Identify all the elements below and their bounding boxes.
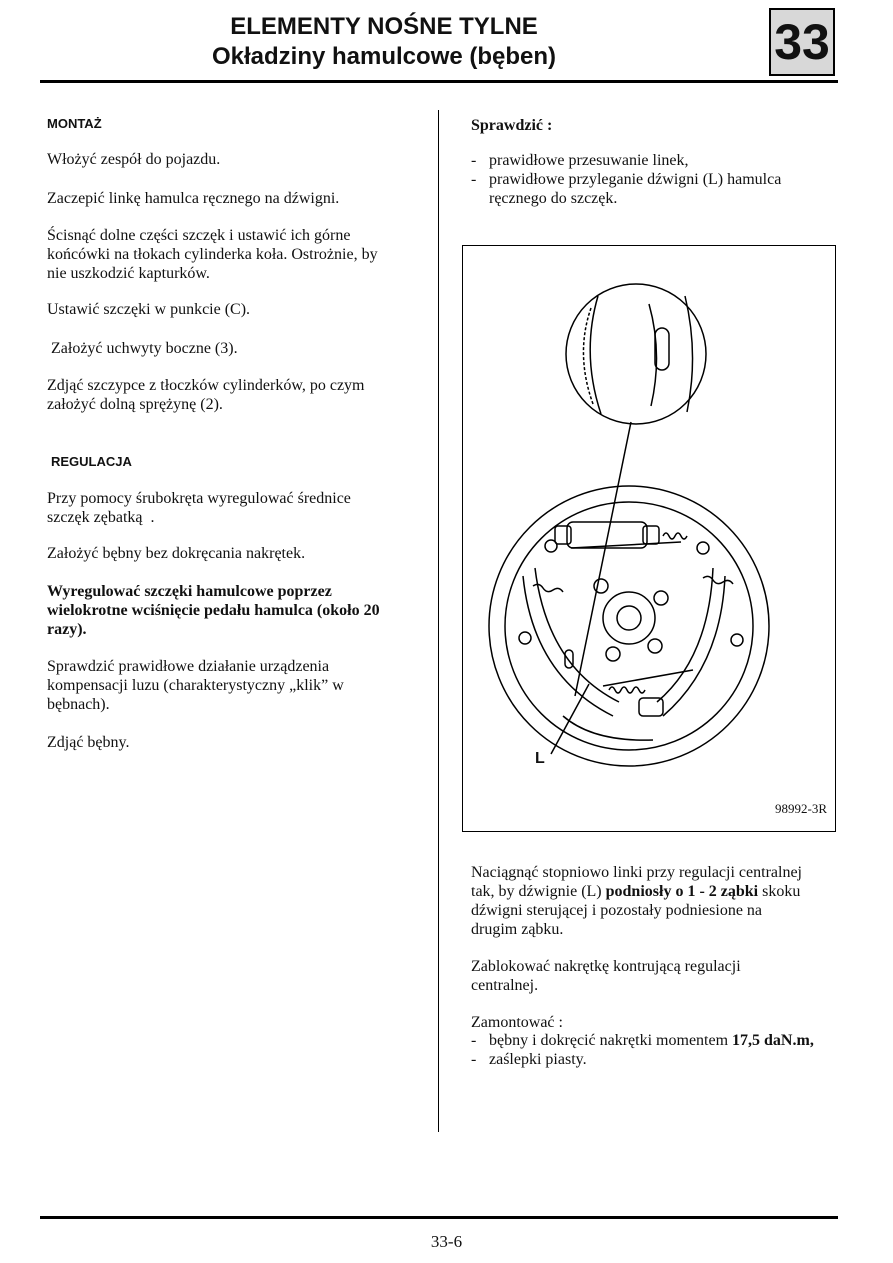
mount-item: [471, 1031, 816, 1050]
paragraph-lower-spring: Zdjąć szczypce z tłoczków cylinderków, po czym założyć dolną sprężynę (2).: [47, 377, 365, 413]
holder-pin: [697, 542, 709, 554]
list-dash: -: [471, 152, 477, 169]
hub-flange: [603, 592, 655, 644]
paragraph-tension-cables: [471, 863, 811, 939]
title-line-1: ELEMENTY NOŚNE TYLNE: [230, 13, 538, 40]
detail-shoe-edge: [590, 296, 601, 414]
check-item: [471, 151, 816, 170]
paragraph-adjust-pedal: Wyregulować szczęki hamulcowe poprzez wielokrotne wciśnięcie pedału hamulca (około 20 razy).: [47, 583, 380, 638]
hub-bolt: [606, 647, 620, 661]
paragraph-hook-cable: Zaczepić linkę hamulca ręcznego na dźwigni.: [47, 190, 340, 207]
mount-item-torque: 17,5 daN.m,: [732, 1032, 814, 1049]
check-list: [471, 151, 816, 208]
hub-center: [617, 606, 641, 630]
check-item-text: prawidłowe przyleganie dźwigni (L) hamulca ręcznego do szczęk.: [489, 171, 782, 207]
paragraph-side-holders: Założyć uchwyty boczne (3).: [47, 340, 238, 357]
mount-item-text: bębny i dokręcić nakrętki momentem: [489, 1032, 733, 1049]
check-item: [471, 170, 816, 208]
brake-shoe-right-inner: [657, 568, 713, 702]
paragraph-lock-nut: Zablokować nakrętkę kontrującą regulacji centralnej.: [471, 958, 741, 994]
mount-heading: Zamontować :: [471, 1014, 563, 1031]
detail-lever-edge-2: [685, 296, 693, 412]
chapter-number-badge: 33: [769, 8, 835, 76]
figure-label-l: L: [535, 750, 545, 767]
holder-pin: [545, 540, 557, 552]
leader-line-detail: [575, 422, 631, 696]
check-heading: Sprawdzić :: [471, 117, 553, 134]
side-spring-right: [703, 576, 733, 584]
brake-shoe-right: [663, 576, 725, 716]
regulacja-heading: REGULACJA: [51, 454, 132, 469]
list-dash: -: [471, 1051, 477, 1068]
mount-list: [471, 1031, 816, 1069]
upper-spring: [663, 533, 687, 539]
tension-text-a: Naciągnąć stopniowo linki przy regulacji centralnej tak, by dźwignie (L): [471, 864, 802, 900]
page-title: [40, 12, 728, 72]
column-divider: [438, 110, 439, 1132]
list-dash: -: [471, 171, 477, 188]
brake-drum-illustration: [462, 245, 836, 832]
lower-anchor: [563, 716, 653, 740]
detail-magnifier-circle: [566, 284, 706, 424]
cylinder-cap-right: [643, 526, 659, 544]
tension-text-bold: podniosły o 1 - 2 ząbki: [605, 883, 759, 900]
paragraph-fit-drums: Założyć bębny bez dokręcania nakrętek.: [47, 545, 306, 562]
footer-divider: [40, 1216, 838, 1219]
mount-item-text: zaślepki piasty.: [489, 1051, 587, 1068]
backing-plate-outer: [489, 486, 769, 766]
check-item-text: prawidłowe przesuwanie linek,: [489, 152, 689, 169]
lower-spring: [609, 687, 645, 693]
paragraph-position-shoes: Ustawić szczęki w punkcie (C).: [47, 301, 251, 318]
paragraph-compress-shoes: Ścisnąć dolne części szczęk i ustawić ich górne końcówki na tłokach cylinderka koła. Ostrożnie, by nie uszkodzić kapturków.: [47, 227, 378, 282]
hub-bolt: [594, 579, 608, 593]
hub-bolt: [654, 591, 668, 605]
tension-text-c: skoku dźwigni sterującej i pozostały podniesione na drugim ząbku.: [471, 883, 801, 938]
paragraph-check-compensation: Sprawdzić prawidłowe działanie urządzenia kompensacji luzu (charakterystyczny „klik” w bębnach).: [47, 658, 344, 713]
title-line-2: Okładziny hamulcowe (bęben): [211, 43, 557, 70]
page-number: 33-6: [430, 1232, 463, 1251]
backing-plate-inner: [505, 502, 753, 750]
hub-bolt: [648, 639, 662, 653]
list-dash: -: [471, 1032, 477, 1049]
mount-item: [471, 1050, 816, 1069]
header-divider: [40, 80, 838, 83]
paragraph-insert-assembly: Włożyć zespół do pojazdu.: [47, 151, 221, 168]
paragraph-adjust-diameter: Przy pomocy śrubokręta wyregulować średnice szczęk zębatką .: [47, 490, 355, 526]
paragraph-remove-drums: Zdjąć bębny.: [47, 734, 130, 751]
cylinder-cap-left: [555, 526, 571, 544]
upper-rod: [571, 542, 681, 548]
figure-reference-number: 98992-3R: [775, 801, 827, 816]
brake-shoe-left-inner: [535, 568, 619, 702]
montaz-heading: MONTAŻ: [47, 116, 102, 131]
holder-pin: [731, 634, 743, 646]
brake-assembly-drawing: [463, 246, 837, 833]
holder-pin: [519, 632, 531, 644]
brake-shoe-left: [523, 576, 613, 716]
leader-line-label: [551, 684, 589, 754]
